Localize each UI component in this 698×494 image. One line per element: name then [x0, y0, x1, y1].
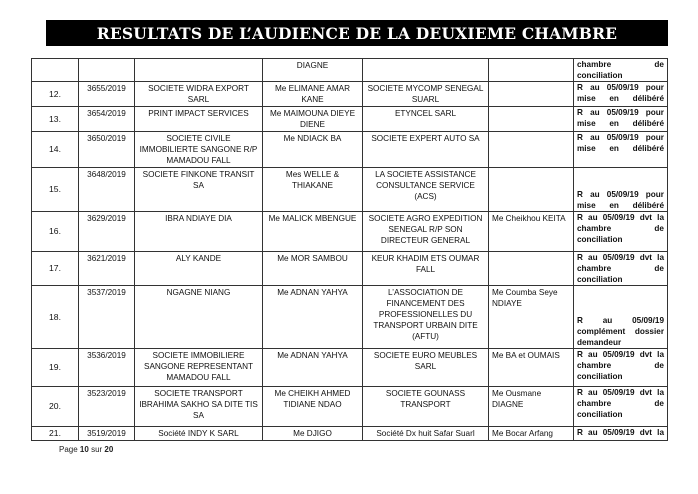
row-number: 12. [32, 82, 79, 107]
plaintiff-lawyer: Me MALICK MBENGUE [263, 212, 363, 252]
case-reference: 3519/2019 [79, 427, 135, 441]
row-number: 14. [32, 132, 79, 168]
table-row [32, 107, 668, 132]
defendant: SOCIETE GOUNASS TRANSPORT [363, 387, 489, 427]
defendant-lawyer [489, 59, 574, 82]
table-row [32, 212, 668, 252]
case-reference: 3650/2019 [79, 132, 135, 168]
row-number: 19. [32, 349, 79, 387]
case-reference: 3537/2019 [79, 286, 135, 349]
plaintiff: Société INDY K SARL [135, 427, 263, 441]
defendant-lawyer: Me Ousmane DIAGNE [489, 387, 574, 427]
defendant-lawyer: Me Cheikhou KEITA [489, 212, 574, 252]
row-number: 13. [32, 107, 79, 132]
plaintiff-lawyer: Me ELIMANE AMAR KANE [263, 82, 363, 107]
row-number: 21. [32, 427, 79, 441]
defendant-lawyer: Me BA et OUMAIS [489, 349, 574, 387]
defendant: L’ASSOCIATION DE FINANCEMENT DES PROFESSIONELLES DU TRANSPORT URBAIN DITE (AFTU) [363, 286, 489, 349]
plaintiff-lawyer: Me ADNAN YAHYA [263, 349, 363, 387]
defendant-lawyer [489, 107, 574, 132]
hearing-result: R au 05/09/19 dvt la chambre de conciliation [574, 349, 668, 387]
defendant: SOCIETE EXPERT AUTO SA [363, 132, 489, 168]
hearing-result: R au 05/09/19 dvt la chambre de conciliation [574, 387, 668, 427]
plaintiff: PRINT IMPACT SERVICES [135, 107, 263, 132]
plaintiff-lawyer: Mes WELLE & THIAKANE [263, 168, 363, 212]
defendant [363, 59, 489, 82]
case-reference: 3648/2019 [79, 168, 135, 212]
table-row [32, 132, 668, 168]
case-reference: 3629/2019 [79, 212, 135, 252]
plaintiff-lawyer: Me NDIACK BA [263, 132, 363, 168]
defendant: Société Dx huit Safar Suarl [363, 427, 489, 441]
plaintiff [135, 59, 263, 82]
case-reference: 3621/2019 [79, 252, 135, 286]
hearing-result: R au 05/09/19 pour mise en délibéré [574, 168, 668, 212]
defendant-lawyer [489, 252, 574, 286]
case-reference: 3654/2019 [79, 107, 135, 132]
defendant: KEUR KHADIM ETS OUMAR FALL [363, 252, 489, 286]
defendant-lawyer [489, 82, 574, 107]
row-number [32, 59, 79, 82]
page-title: RESULTATS DE L’AUDIENCE DE LA DEUXIEME CHAMBRE [46, 20, 668, 46]
hearing-result: R au 05/09/19 dvt la chambre de conciliation [574, 212, 668, 252]
table-row [32, 59, 668, 82]
defendant: SOCIETE AGRO EXPEDITION SENEGAL R/P SON DIRECTEUR GENERAL [363, 212, 489, 252]
plaintiff: SOCIETE IMMOBILIERE SANGONE REPRESENTANT MAMADOU FALL [135, 349, 263, 387]
plaintiff-lawyer: Me DJIGO [263, 427, 363, 441]
defendant: LA SOCIETE ASSISTANCE CONSULTANCE SERVICE (ACS) [363, 168, 489, 212]
table-row [32, 82, 668, 107]
row-number: 15. [32, 168, 79, 212]
defendant-lawyer [489, 132, 574, 168]
hearing-result: chambre de conciliation [574, 59, 668, 82]
plaintiff: NGAGNE NIANG [135, 286, 263, 349]
plaintiff: SOCIETE FINKONE TRANSIT SA [135, 168, 263, 212]
hearing-result: R au 05/09/19 complément dossier demandeur [574, 286, 668, 349]
page-footer: Page 10 sur 20 [59, 445, 114, 454]
hearing-result: R au 05/09/19 dvt la [574, 427, 668, 441]
plaintiff: IBRA NDIAYE DIA [135, 212, 263, 252]
defendant-lawyer: Me Bocar Arfang [489, 427, 574, 441]
table-row [32, 252, 668, 286]
hearing-result: R au 05/09/19 pour mise en délibéré [574, 132, 668, 168]
plaintiff: SOCIETE TRANSPORT IBRAHIMA SAKHO SA DITE TIS SA [135, 387, 263, 427]
case-reference: 3655/2019 [79, 82, 135, 107]
plaintiff-lawyer: Me MOR SAMBOU [263, 252, 363, 286]
hearing-results-table [31, 58, 668, 441]
plaintiff-lawyer: Me CHEIKH AHMED TIDIANE NDAO [263, 387, 363, 427]
row-number: 20. [32, 387, 79, 427]
plaintiff: ALY KANDE [135, 252, 263, 286]
row-number: 18. [32, 286, 79, 349]
plaintiff-lawyer: Me MAIMOUNA DIEYE DIENE [263, 107, 363, 132]
table-row [32, 168, 668, 212]
hearing-result: R au 05/09/19 dvt la chambre de conciliation [574, 252, 668, 286]
table-row [32, 387, 668, 427]
case-reference [79, 59, 135, 82]
table-row [32, 349, 668, 387]
case-reference: 3523/2019 [79, 387, 135, 427]
hearing-result: R au 05/09/19 pour mise en délibéré [574, 82, 668, 107]
table-row [32, 286, 668, 349]
defendant: SOCIETE EURO MEUBLES SARL [363, 349, 489, 387]
table-row [32, 427, 668, 441]
row-number: 16. [32, 212, 79, 252]
case-reference: 3536/2019 [79, 349, 135, 387]
defendant-lawyer: Me Coumba Seye NDIAYE [489, 286, 574, 349]
current-page: 10 [79, 445, 89, 454]
defendant-lawyer [489, 168, 574, 212]
plaintiff-lawyer: Me ADNAN YAHYA [263, 286, 363, 349]
total-pages: 20 [104, 445, 114, 454]
row-number: 17. [32, 252, 79, 286]
defendant: SOCIETE MYCOMP SENEGAL SUARL [363, 82, 489, 107]
plaintiff-lawyer: DIAGNE [263, 59, 363, 82]
hearing-result: R au 05/09/19 pour mise en délibéré [574, 107, 668, 132]
defendant: ETYNCEL SARL [363, 107, 489, 132]
plaintiff: SOCIETE WIDRA EXPORT SARL [135, 82, 263, 107]
plaintiff: SOCIETE CIVILE IMMOBILIERTE SANGONE R/P MAMADOU FALL [135, 132, 263, 168]
